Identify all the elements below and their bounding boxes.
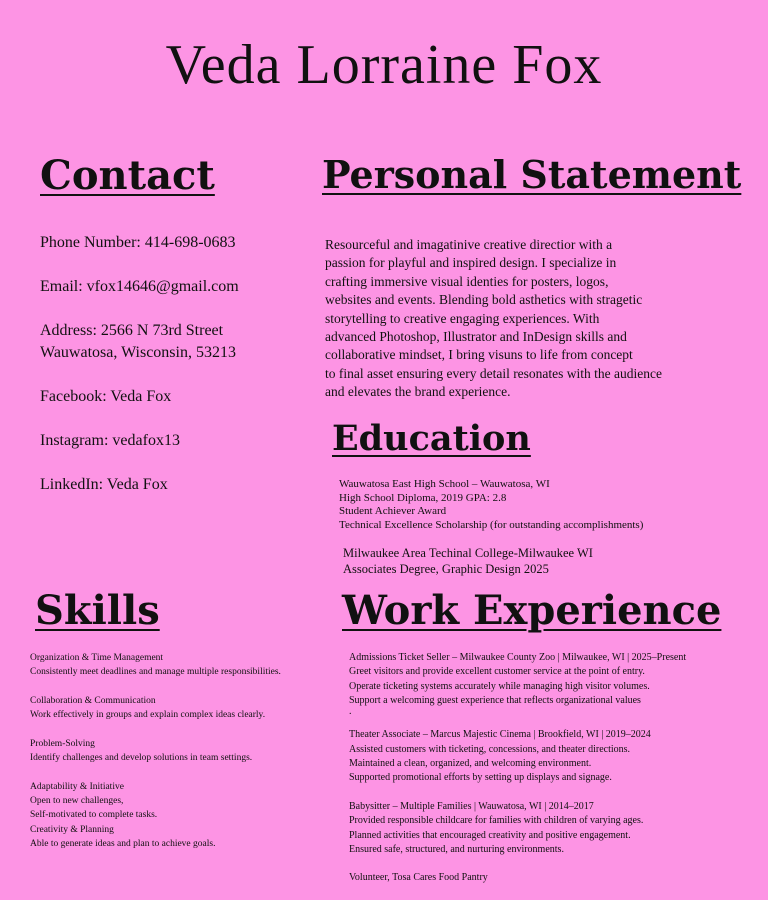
education-college	[343, 546, 723, 577]
job-duty: Planned activities that encouraged creativity and positive engagement.	[349, 829, 631, 841]
resume-name: Veda Lorraine Fox	[165, 34, 603, 96]
address-line-1: Address: 2566 N 73rd Street	[40, 322, 224, 339]
skill-block	[30, 694, 320, 723]
skill-description: Consistently meet deadlines and manage multiple responsibilities.	[30, 667, 281, 678]
contact-section	[40, 232, 310, 518]
contact-address	[40, 320, 310, 364]
job-block	[349, 728, 749, 785]
skill-block	[30, 651, 320, 680]
job-title: Theater Associate – Marcus Majestic Cinema | Brookfield, WI | 2019–2024	[349, 729, 651, 741]
job-duty: Provided responsible childcare for families with children of varying ages.	[349, 815, 644, 827]
job-duty: Ensured safe, structured, and nurturing environments.	[349, 843, 564, 855]
education-line: Technical Excellence Scholarship (for outstanding accomplishments)	[339, 518, 644, 531]
education-line: Student Achiever Award	[339, 505, 447, 518]
statement-line: storytelling to creative engaging experiences. With	[325, 310, 600, 326]
statement-line: collaborative mindset, I bring visuns to life from concept	[325, 347, 633, 363]
job-duty: .	[349, 706, 352, 718]
skill-description: Work effectively in groups and explain complex ideas clearly.	[30, 710, 266, 721]
skill-description: Able to generate ideas and plan to achieve goals.	[30, 838, 216, 849]
contact-instagram: Instagram: vedafox13	[40, 432, 180, 449]
personal-statement-heading: Personal Statement	[322, 152, 742, 197]
job-duty: Supported promotional efforts by setting up displays and signage.	[349, 772, 612, 784]
job-duty: Support a welcoming guest experience that reflects organizational values	[349, 694, 641, 706]
personal-statement-text	[325, 236, 720, 402]
job-block	[349, 871, 749, 885]
education-line: High School Diploma, 2019 GPA: 2.8	[339, 491, 507, 504]
statement-line: passion for playful and inspired design. I specialize in	[325, 255, 617, 271]
skill-title: Organization & Time Management	[30, 653, 164, 663]
education-line: Milwaukee Area Techinal College-Milwaukee WI	[343, 546, 593, 560]
statement-line: advanced Photoshop, Illustrator and InDesign skills and	[325, 329, 627, 345]
education-high-school	[339, 478, 719, 532]
statement-line: to final asset ensuring every detail resonates with the audience	[325, 365, 663, 381]
skill-description: Identify challenges and develop solutions in team settings.	[30, 753, 253, 764]
job-duty: Assisted customers with ticketing, concessions, and theater directions.	[349, 743, 631, 755]
skill-description: Open to new challenges,	[30, 795, 124, 806]
statement-line: websites and events. Blending bold asthetics with stragetic	[325, 292, 643, 308]
job-title: Volunteer, Tosa Cares Food Pantry	[349, 872, 488, 884]
skills-heading: Skills	[35, 587, 160, 634]
address-line-2: Wauwatosa, Wisconsin, 53213	[40, 344, 236, 361]
contact-phone: Phone Number: 414-698-0683	[40, 234, 236, 251]
skill-title: Collaboration & Communication	[30, 695, 156, 706]
skill-title: Problem-Solving	[30, 738, 95, 749]
statement-line: Resourceful and imagatinive creative directior with a	[325, 237, 613, 252]
education-line: Wauwatosa East High School – Wauwatosa, WI	[339, 478, 550, 490]
job-duty: Operate ticketing systems accurately while managing high visitor volumes.	[349, 680, 650, 692]
job-title: Babysitter – Multiple Families | Wauwatosa, WI | 2014–2017	[349, 800, 594, 812]
education-heading: Education	[332, 418, 531, 459]
skill-title: Adaptability & Initiative	[30, 781, 124, 792]
skill-description: Self-motivated to complete tasks.	[30, 810, 158, 821]
work-experience-list	[349, 651, 749, 900]
statement-line: crafting immersive visual identies for posters, logos,	[325, 273, 609, 289]
job-duty: Greet visitors and provide excellent customer service at the point of entry.	[349, 666, 645, 678]
skill-block	[30, 780, 320, 851]
job-block	[349, 651, 749, 716]
contact-facebook: Facebook: Veda Fox	[40, 388, 172, 405]
contact-heading: Contact	[40, 152, 215, 199]
skills-list	[30, 651, 320, 865]
job-duty: Maintained a clean, organized, and welcoming environment.	[349, 758, 592, 770]
skill-title: Creativity & Planning	[30, 824, 114, 835]
contact-email: Email: vfox14646@gmail.com	[40, 278, 239, 295]
job-block	[349, 800, 749, 857]
education-line: Associates Degree, Graphic Design 2025	[343, 561, 549, 576]
statement-line: and elevates the brand experience.	[325, 384, 511, 400]
job-title: Admissions Ticket Seller – Milwaukee County Zoo | Milwaukee, WI | 2025–Present	[349, 652, 687, 663]
work-experience-heading: Work Experience	[342, 587, 722, 634]
skill-block	[30, 737, 320, 766]
contact-linkedin: LinkedIn: Veda Fox	[40, 476, 168, 493]
